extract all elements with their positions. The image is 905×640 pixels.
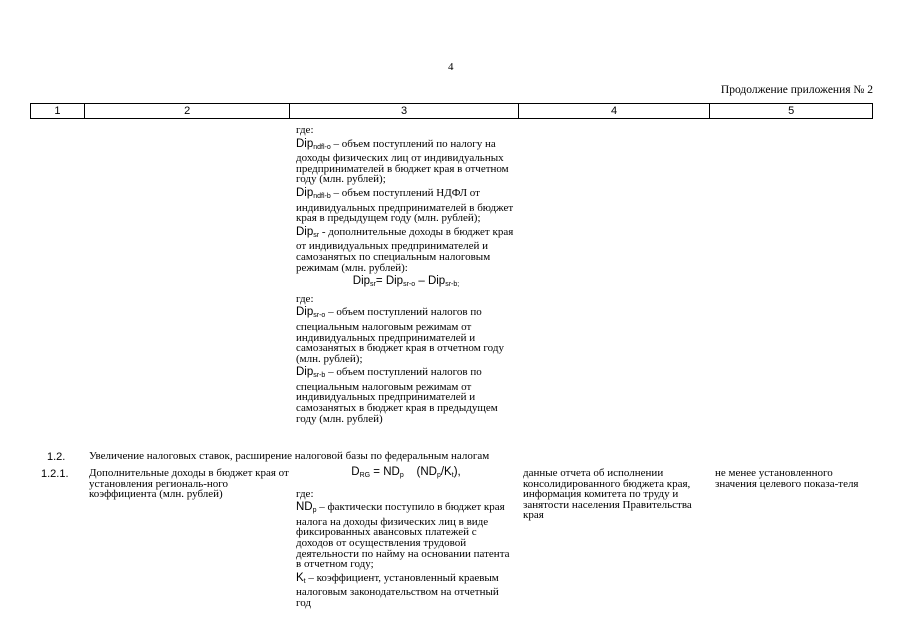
header-cell-1: 1 (31, 104, 85, 118)
header-cell-3: 3 (290, 104, 518, 118)
row-1-2-1-method (296, 467, 516, 609)
column3-formula-explanations (296, 125, 516, 424)
where-label: где: (296, 487, 314, 500)
definition-ndp: $ND_p$ – фактически поступило в бюджет края налога на доходы физических лиц в виде фиксированных авансовых платежей с доходов от осуществления трудовой деятельности по найму на основании патента в отчетном году; (296, 501, 510, 571)
definition-dip-sr-o: Dip$_{sr-o}$ – объем поступлений налогов по специальным налоговым режимам от индивидуальных предпринимателей и самозанятых в бюджет края в отчетном году (млн. рублей); (296, 306, 504, 365)
header-cell-4: 4 (519, 104, 711, 118)
definition-dip-sr: Dip$_{sr}$ - дополнительные доходы в бюджет края от индивидуальных предпринимателей и самозанятых по специальным налоговым режимам (млн. рублей): (296, 225, 514, 274)
where-label: где: (296, 124, 314, 136)
row-number-1-2: 1.2. (47, 451, 66, 463)
table-header-row (30, 103, 873, 119)
definition-dip-sr-b: Dip$_{sr-b}$ – объем поступлений налогов по специальным налоговым режимам от индивидуальных предпринимателей и самозанятых в бюджет края в предыдущем году (млн. рублей) (296, 366, 498, 425)
row-1-2-1-source: данные отчета об исполнении консолидированного бюджета края, информация комитета по труду и занятости населения Правительства края (523, 467, 692, 522)
definition-dip-ndfl-b: Dip$_{ndfl-b}$ – объем поступлений НДФЛ от индивидуальных предпринимателей в бюджет края в предыдущем году (млн. рублей); (296, 186, 514, 225)
formula-drg: $D_{RG} = ND_p$ $(ND_p/K_t)$, (351, 466, 461, 479)
continuation-label: Продолжение приложения № 2 (720, 84, 873, 96)
header-cell-2: 2 (85, 104, 291, 118)
definition-kt: $K_t$ – коэффициент, установленный краевым налоговым законодательством на отчетный год (296, 571, 499, 609)
page-number: 4 (448, 61, 454, 73)
row-number-1-2-1: 1.2.1. (41, 468, 69, 480)
definition-dip-ndfl-o: Dip$_{ndfl-o}$ – объем поступлений по налогу на доходы физических лиц от индивидуальных предпринимателей в бюджет края в отчетном году (млн. рублей); (296, 137, 509, 186)
formula-dip-sr: Dip$_{sr}$= Dip$_{sr-o}$ – Dip$_{sr-b;}$ (352, 275, 460, 289)
row-1-2-1-target: не менее установленного значения целевого показа-теля (715, 467, 859, 490)
where-label: где: (296, 292, 314, 305)
row-1-2-1-indicator: Дополнительные доходы в бюджет края от установления региональ-ного коэффициента (млн. рублей) (89, 467, 289, 501)
row-1-2-title: Увеличение налоговых ставок, расширение налоговой базы по федеральным налогам (89, 450, 490, 462)
header-cell-5: 5 (788, 105, 795, 117)
